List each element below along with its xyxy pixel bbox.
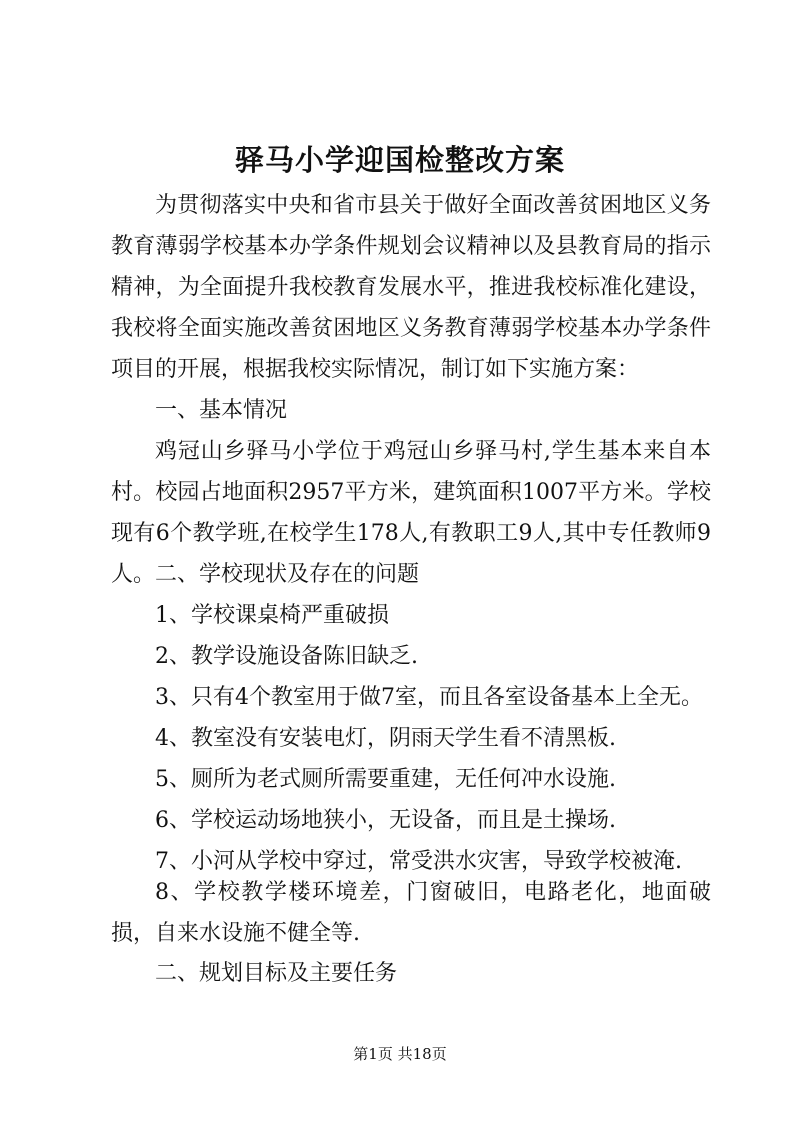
intro-paragraph: 为贯彻落实中央和省市县关于做好全面改善贫困地区义务教育薄弱学校基本办学条件规划会议精神以及县教育局的指示精神，为全面提升我校教育发展水平，推进我校标准化建设，我校将全面实施改善贫困地区义务教育薄弱学校基本办学条件项目的开展，根据我校实际情况，制订如下实施方案： bbox=[111, 193, 711, 382]
problem-item: 6、学校运动场地狭小，无设备，而且是土操场. bbox=[155, 808, 616, 833]
problem-item: 2、教学设施设备陈旧缺乏. bbox=[155, 644, 418, 669]
page-indicator: 第1页 共18页 bbox=[353, 1045, 447, 1063]
problem-item: 8、学校教学楼环境差，门窗破旧，电路老化，地面破损，自来水设施不健全等. bbox=[111, 880, 711, 946]
section-heading-goals: 二、规划目标及主要任务 bbox=[155, 961, 398, 986]
problem-item: 4、教室没有安装电灯，阴雨天学生看不清黑板. bbox=[155, 726, 616, 751]
section-heading-basic: 一、基本情况 bbox=[155, 398, 288, 423]
problem-item: 7、小河从学校中穿过，常受洪水灾害，导致学校被淹. bbox=[155, 849, 682, 874]
problem-item: 3、只有4个教室用于做7室，而且各室设备基本上全无。 bbox=[155, 685, 703, 710]
problem-item: 1、学校课桌椅严重破损 bbox=[155, 603, 389, 628]
section-heading-problems: 二、学校现状及存在的问题 bbox=[155, 562, 420, 587]
document-title: 驿马小学迎国检整改方案 bbox=[234, 143, 565, 177]
problem-item: 5、厕所为老式厕所需要重建，无任何冲水设施. bbox=[155, 767, 616, 792]
basic-info-paragraph: 鸡冠山乡驿马小学位于鸡冠山乡驿马村,学生基本来自本村。校园占地面积2957平方米，建筑面积1007平方米。学校现有6个教学班,在校学生178人,有教职工9人,其中专任教师9人。 bbox=[111, 439, 711, 587]
